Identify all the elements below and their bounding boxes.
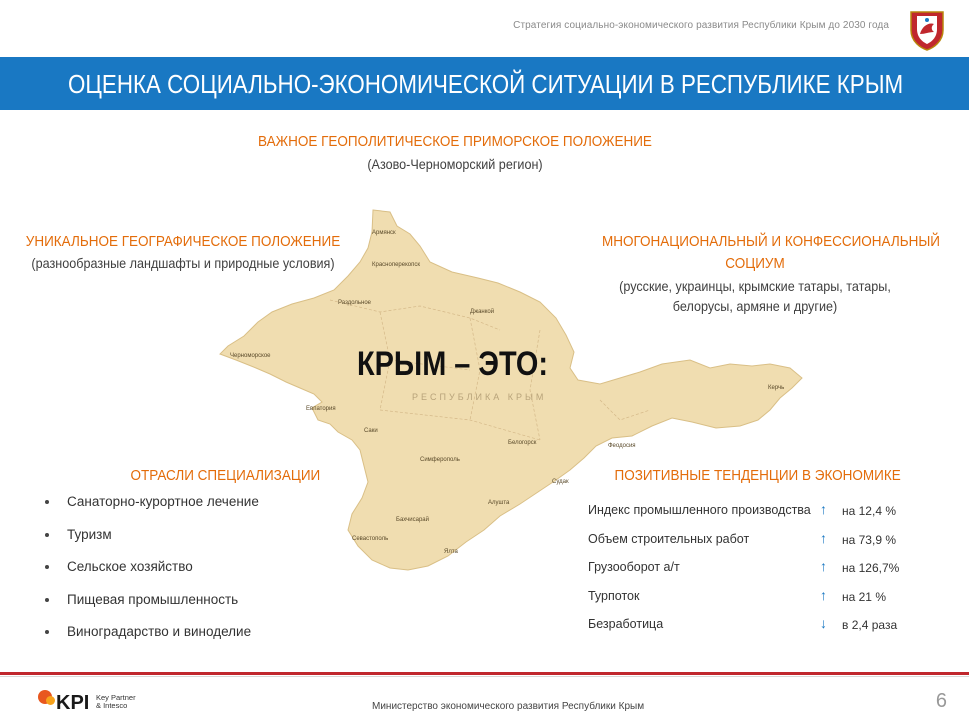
crimea-is-heading: КРЫМ – ЭТО:	[357, 345, 549, 383]
trend-label: Турпоток	[588, 588, 640, 603]
trends-title: ПОЗИТИВНЫЕ ТЕНДЕНЦИИ В ЭКОНОМИКЕ	[614, 467, 901, 484]
svg-text:Севастополь: Севастополь	[352, 536, 389, 542]
bullet-icon	[45, 500, 49, 504]
trend-value: на 73,9 %	[842, 532, 896, 547]
multi-subtitle-1: (русские, украинцы, крымские татары, татары,	[619, 278, 891, 294]
svg-text:Армянск: Армянск	[372, 230, 396, 236]
trend-label: Объем строительных работ	[588, 531, 750, 546]
page-number: 6	[935, 690, 947, 712]
svg-text:Саки: Саки	[364, 428, 378, 434]
arrow-up-icon: ↑	[820, 586, 827, 603]
ministry-caption: Министерство экономического развития Республики Крым	[372, 701, 645, 712]
footer-divider-thin	[0, 676, 969, 677]
svg-text:Красноперекопск: Красноперекопск	[372, 262, 420, 268]
kpi-logo-subtitle: Key Partner & Intesco	[96, 693, 136, 710]
bullet-icon	[45, 598, 49, 602]
unique-subtitle: (разнообразные ландшафты и природные условия)	[31, 255, 335, 271]
multi-title-1: МНОГОНАЦИОНАЛЬНЫЙ И КОНФЕССИОНАЛЬНЫЙ	[602, 233, 940, 250]
geo-block	[0, 133, 910, 172]
svg-text:Керчь: Керчь	[768, 385, 785, 391]
multi-subtitle-2: белорусы, армяне и другие)	[672, 298, 838, 314]
svg-text:Евпатория: Евпатория	[306, 406, 336, 412]
bullet-icon	[45, 630, 49, 634]
svg-text:Черноморское: Черноморское	[230, 353, 271, 359]
svg-text:Белогорск: Белогорск	[508, 440, 537, 446]
svg-text:Раздольное: Раздольное	[338, 300, 372, 306]
strategy-caption: Стратегия социально-экономического развития Республики Крым до 2030 года	[513, 20, 889, 31]
geo-title: ВАЖНОЕ ГЕОПОЛИТИЧЕСКОЕ ПРИМОРСКОЕ ПОЛОЖЕНИЕ	[258, 133, 652, 150]
trend-value: на 126,7%	[842, 561, 900, 575]
kpi-logo-text: KPI	[56, 692, 90, 714]
svg-text:Алушта: Алушта	[488, 500, 510, 506]
specialization-list	[40, 494, 259, 657]
trend-value: на 12,4 %	[842, 504, 896, 518]
map-region-label: РЕСПУБЛИКА КРЫМ	[412, 392, 547, 402]
svg-text:Симферополь: Симферополь	[420, 457, 460, 463]
specialization-title-wrap	[120, 467, 330, 484]
list-item: Виноградарство и виноделие	[40, 624, 259, 657]
arrow-down-icon: ↓	[820, 615, 827, 631]
specialization-title: ОТРАСЛИ СПЕЦИАЛИЗАЦИИ	[130, 467, 321, 484]
multi-title-2: СОЦИУМ	[725, 255, 785, 272]
page-title: ОЦЕНКА СОЦИАЛЬНО-ЭКОНОМИЧЕСКОЙ СИТУАЦИИ В РЕСПУБЛИКЕ КРЫМ	[68, 69, 904, 99]
list-item: Санаторно-курортное лечение	[40, 494, 259, 527]
footer-divider	[0, 672, 969, 675]
svg-text:Судак: Судак	[552, 479, 569, 485]
bullet-icon	[45, 565, 49, 569]
unique-block	[8, 233, 358, 271]
trend-label: Безработица	[588, 617, 664, 631]
kpi-logo	[38, 688, 138, 718]
arrow-up-icon: ↑	[820, 558, 827, 574]
kpi-logo-dot-icon	[46, 696, 55, 705]
list-item: Пищевая промышленность	[40, 592, 259, 625]
svg-text:Феодосия: Феодосия	[608, 443, 636, 449]
trends-title-wrap	[600, 467, 901, 484]
svg-text:Ялта: Ялта	[444, 549, 458, 555]
arrow-up-icon: ↑	[820, 501, 827, 517]
svg-text:Бахчисарай: Бахчисарай	[396, 517, 429, 523]
svg-text:Джанкой: Джанкой	[470, 309, 495, 315]
trend-value: в 2,4 раза	[842, 618, 898, 632]
trend-value: на 21 %	[842, 589, 886, 604]
list-item: Туризм	[40, 527, 259, 560]
list-item: Сельское хозяйство	[40, 559, 259, 592]
trend-label: Индекс промышленного производства	[588, 503, 811, 517]
trend-label: Грузооборот а/т	[588, 560, 680, 574]
bullet-icon	[45, 533, 49, 537]
arrow-up-icon: ↑	[820, 529, 827, 546]
geo-subtitle: (Азово-Черноморский регион)	[367, 156, 543, 172]
unique-title: УНИКАЛЬНОЕ ГЕОГРАФИЧЕСКОЕ ПОЛОЖЕНИЕ	[25, 233, 341, 250]
multi-block	[585, 233, 940, 314]
